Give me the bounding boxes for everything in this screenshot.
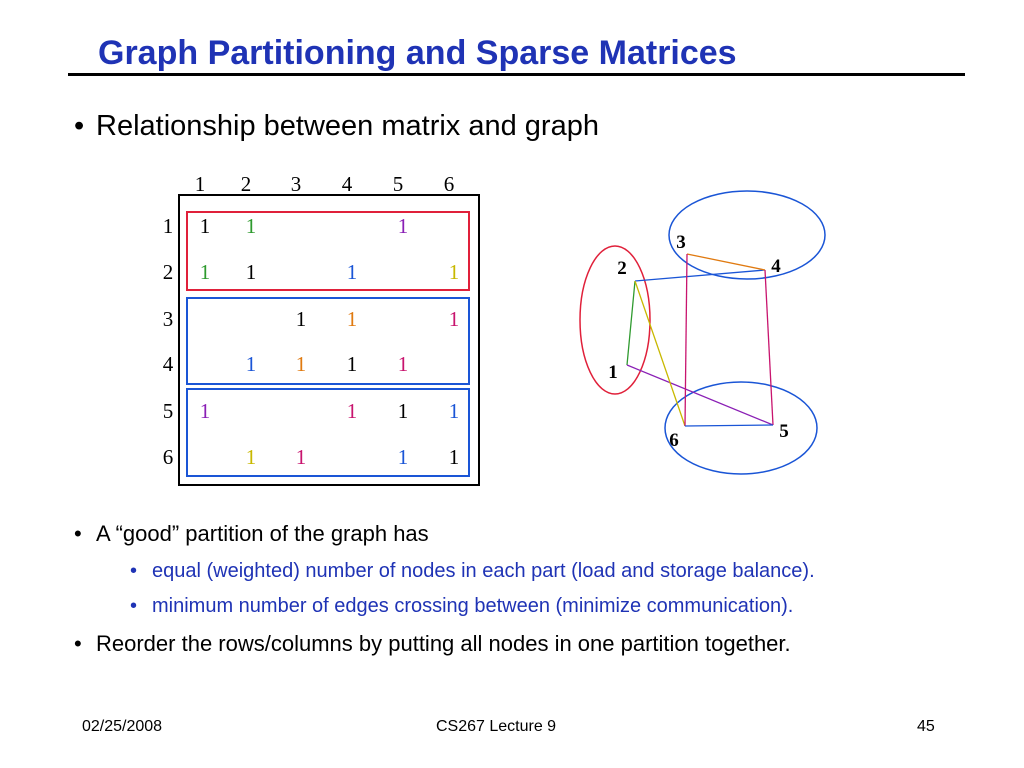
matrix-entry: 1: [199, 214, 211, 238]
graph-node-label: 6: [669, 430, 679, 451]
matrix-entry: 1: [245, 352, 257, 376]
graph-node-label: 1: [608, 362, 618, 383]
sub-bullet-balance: [130, 560, 815, 583]
sub-bullet-text: equal (weighted) number of nodes in each part (load and storage balance).: [152, 560, 815, 582]
graph-partition-bottom: [665, 382, 817, 474]
matrix-partition-1: [187, 212, 469, 290]
matrix-entry: 1: [346, 307, 358, 331]
matrix-entry: 1: [295, 307, 307, 331]
matrix-entry: 1: [245, 214, 257, 238]
footer-course: CS267 Lecture 9: [436, 718, 557, 735]
bullet-dot: •: [74, 521, 82, 546]
matrix-entry: 1: [397, 445, 409, 469]
matrix-entry: 1: [346, 260, 358, 284]
matrix-entry: 1: [448, 445, 460, 469]
graph-edge: [627, 281, 635, 365]
matrix-entry: 1: [397, 214, 409, 238]
matrix-border: [179, 195, 479, 485]
bullet-good-partition: [74, 521, 429, 547]
matrix-row-header: 2: [162, 260, 174, 284]
matrix-entry: 1: [245, 260, 257, 284]
matrix-partition-2: [187, 298, 469, 384]
matrix-col-header: 2: [240, 172, 252, 196]
bullet-dot: •: [130, 595, 138, 617]
bullet-text: Reorder the rows/columns by putting all nodes in one partition together.: [96, 631, 791, 656]
bullet-dot: •: [74, 110, 85, 142]
matrix-entry: 1: [448, 260, 460, 284]
graph-edge: [687, 254, 765, 270]
sub-bullet-edges: [130, 595, 793, 618]
matrix-row-header: 4: [162, 352, 174, 376]
graph-edge: [685, 254, 687, 426]
matrix-col-header: 3: [290, 172, 302, 196]
matrix-row-header: 6: [162, 445, 174, 469]
matrix-entry: 1: [448, 399, 460, 423]
matrix-row-header: 5: [162, 399, 174, 423]
footer-page-number: 45: [917, 718, 935, 735]
sparse-matrix: [150, 165, 490, 495]
sub-bullet-text: minimum number of edges crossing between (minimize communication).: [152, 595, 794, 617]
bullet-relationship: [74, 110, 599, 143]
matrix-col-header: 5: [392, 172, 404, 196]
graph-node-label: 4: [771, 256, 781, 277]
matrix-col-header: 4: [341, 172, 353, 196]
matrix-entry: 1: [295, 352, 307, 376]
partition-graph: [570, 190, 830, 490]
graph-edge: [765, 270, 773, 425]
bullet-dot: •: [130, 560, 138, 582]
matrix-row-header: 1: [162, 214, 174, 238]
graph-edge: [627, 365, 773, 425]
graph-edge: [635, 281, 685, 426]
matrix-entry: 1: [448, 307, 460, 331]
footer-date: 02/25/2008: [82, 718, 163, 735]
bullet-text: Relationship between matrix and graph: [96, 110, 599, 142]
graph-edge: [685, 425, 773, 426]
bullet-dot: •: [74, 631, 82, 656]
matrix-entry: 1: [397, 399, 409, 423]
graph-node-label: 2: [617, 258, 627, 279]
matrix-entry: 1: [199, 260, 211, 284]
bullet-reorder: [74, 631, 791, 657]
matrix-entry: 1: [245, 445, 257, 469]
bullet-text: A “good” partition of the graph has: [96, 521, 429, 546]
title-underline: [68, 73, 965, 76]
matrix-entry: 1: [346, 399, 358, 423]
matrix-entry: 1: [295, 445, 307, 469]
matrix-col-header: 6: [443, 172, 455, 196]
graph-node-label: 3: [676, 232, 686, 253]
matrix-entry: 1: [397, 352, 409, 376]
matrix-col-header: 1: [194, 172, 206, 196]
graph-node-label: 5: [779, 421, 789, 442]
matrix-partition-3: [187, 389, 469, 476]
matrix-entry: 1: [346, 352, 358, 376]
matrix-row-header: 3: [162, 307, 174, 331]
slide-title: Graph Partitioning and Sparse Matrices: [98, 34, 737, 72]
matrix-entry: 1: [199, 399, 211, 423]
